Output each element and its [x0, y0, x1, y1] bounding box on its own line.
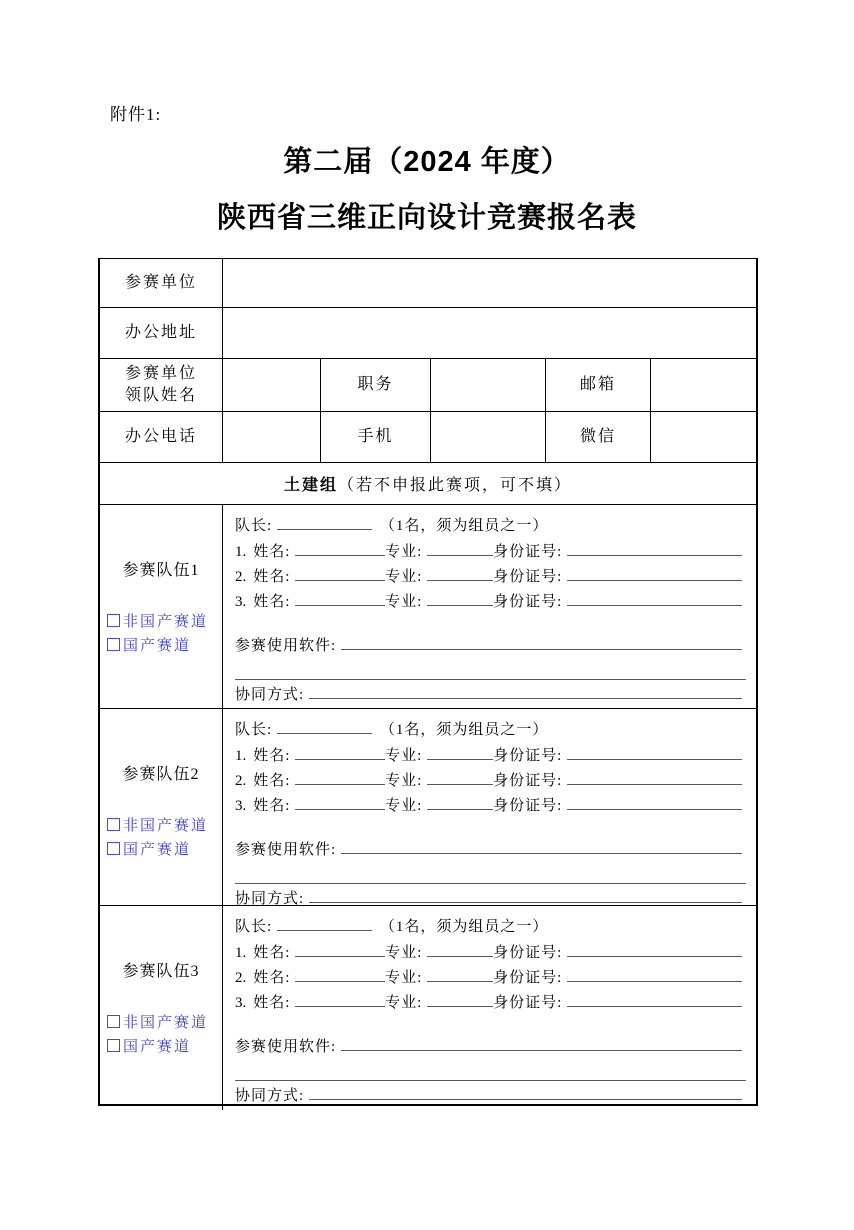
- domestic-track-label: 国产赛道: [123, 1038, 192, 1055]
- collab-blank[interactable]: [309, 686, 742, 699]
- major-label: 专业:: [385, 594, 423, 610]
- attachment-label: 附件1:: [110, 105, 162, 124]
- id-blank[interactable]: [567, 772, 742, 785]
- major-label: 专业:: [385, 798, 423, 814]
- id-blank[interactable]: [567, 994, 742, 1007]
- row-unit: [100, 259, 756, 308]
- non-domestic-track-label: 非国产赛道: [123, 613, 209, 630]
- team-3-non-domestic-option[interactable]: [107, 1009, 222, 1033]
- id-label: 身份证号:: [493, 569, 563, 585]
- major-label: 专业:: [385, 945, 423, 961]
- name-label: 姓名:: [253, 995, 291, 1011]
- unit-input-cell[interactable]: [223, 259, 756, 307]
- id-blank[interactable]: [567, 593, 742, 606]
- captain-line: [235, 915, 746, 941]
- member-number: 3.: [235, 798, 247, 814]
- title-line-2: 陕西省三维正向设计竞赛报名表: [216, 202, 637, 234]
- major-label: 专业:: [385, 544, 423, 560]
- member-row: [235, 966, 746, 991]
- address-label: 办公地址: [100, 308, 223, 358]
- collab-label: 协同方式:: [235, 687, 305, 703]
- team-2-content-cell: [223, 709, 756, 913]
- name-blank[interactable]: [295, 944, 385, 957]
- row-team-3: [100, 906, 756, 1104]
- row-address: [100, 308, 756, 359]
- major-label: 专业:: [385, 773, 423, 789]
- captain-note: （1名，须为组员之一）: [379, 518, 549, 534]
- address-input-cell[interactable]: [223, 308, 756, 358]
- name-blank[interactable]: [295, 772, 385, 785]
- captain-label: 队长:: [235, 518, 273, 534]
- name-blank[interactable]: [295, 593, 385, 606]
- id-blank[interactable]: [567, 969, 742, 982]
- captain-line: [235, 718, 746, 744]
- major-label: 专业:: [385, 569, 423, 585]
- team-2-track-options: [100, 812, 222, 860]
- name-blank[interactable]: [295, 568, 385, 581]
- id-blank[interactable]: [567, 543, 742, 556]
- group-note: （若不申报此赛项，可不填）: [338, 477, 573, 494]
- software-blank-continued[interactable]: [235, 667, 746, 680]
- collab-line: [235, 683, 746, 709]
- member-number: 2.: [235, 569, 247, 585]
- captain-name-blank[interactable]: [277, 721, 372, 734]
- major-label: 专业:: [385, 748, 423, 764]
- name-label: 姓名:: [253, 544, 291, 560]
- non-domestic-track-label: 非国产赛道: [123, 1014, 209, 1031]
- major-blank[interactable]: [427, 747, 493, 760]
- wechat-label: 微信: [546, 412, 651, 462]
- office-phone-label: 办公电话: [100, 412, 223, 462]
- row-group-header: [100, 463, 756, 505]
- collab-label: 协同方式:: [235, 1088, 305, 1104]
- member-row: [235, 794, 746, 819]
- team-2-name: 参赛队伍2: [122, 766, 200, 783]
- major-blank[interactable]: [427, 772, 493, 785]
- mobile-input-cell[interactable]: [431, 412, 546, 462]
- name-label: 姓名:: [253, 945, 291, 961]
- collab-line: [235, 1084, 746, 1110]
- member-row: [235, 769, 746, 794]
- software-blank[interactable]: [341, 841, 742, 854]
- leader-input-cell[interactable]: [223, 359, 321, 411]
- name-blank[interactable]: [295, 543, 385, 556]
- member-number: 3.: [235, 594, 247, 610]
- collab-label: 协同方式:: [235, 891, 305, 907]
- checkbox-icon[interactable]: [107, 1015, 120, 1028]
- team-1-domestic-option[interactable]: [107, 632, 222, 656]
- row-leader: [100, 359, 756, 412]
- group-header-cell: [100, 463, 756, 504]
- row-team-1: [100, 505, 756, 709]
- non-domestic-track-label: 非国产赛道: [123, 817, 209, 834]
- team-3-left-cell: [100, 906, 223, 1110]
- team-1-left-cell: [100, 505, 223, 709]
- id-label: 身份证号:: [493, 773, 563, 789]
- name-label: 姓名:: [253, 970, 291, 986]
- software-blank-continued[interactable]: [235, 871, 746, 884]
- captain-label: 队长:: [235, 722, 273, 738]
- name-label: 姓名:: [253, 594, 291, 610]
- name-blank[interactable]: [295, 797, 385, 810]
- major-blank[interactable]: [427, 994, 493, 1007]
- software-blank-continued[interactable]: [235, 1068, 746, 1081]
- major-blank[interactable]: [427, 543, 493, 556]
- team-2-domestic-option[interactable]: [107, 836, 222, 860]
- email-label: 邮箱: [546, 359, 651, 411]
- id-blank[interactable]: [567, 797, 742, 810]
- id-blank[interactable]: [567, 747, 742, 760]
- captain-note: （1名，须为组员之一）: [379, 919, 549, 935]
- name-label: 姓名:: [253, 569, 291, 585]
- id-label: 身份证号:: [493, 970, 563, 986]
- member-number: 3.: [235, 995, 247, 1011]
- name-label: 姓名:: [253, 798, 291, 814]
- member-number: 2.: [235, 773, 247, 789]
- position-input-cell[interactable]: [431, 359, 546, 411]
- name-blank[interactable]: [295, 969, 385, 982]
- email-input-cell[interactable]: [651, 359, 756, 411]
- team-3-track-options: [100, 1009, 222, 1057]
- id-blank[interactable]: [567, 568, 742, 581]
- member-row: [235, 744, 746, 769]
- team-3-name: 参赛队伍3: [122, 963, 200, 980]
- id-label: 身份证号:: [493, 945, 563, 961]
- member-number: 1.: [235, 748, 247, 764]
- team-2-left-cell: [100, 709, 223, 913]
- member-row: [235, 565, 746, 590]
- checkbox-icon[interactable]: [107, 842, 120, 855]
- major-blank[interactable]: [427, 944, 493, 957]
- captain-name-blank[interactable]: [277, 517, 372, 530]
- leader-label: [100, 359, 223, 411]
- software-line: [235, 634, 746, 659]
- name-blank[interactable]: [295, 994, 385, 1007]
- domestic-track-label: 国产赛道: [123, 841, 192, 858]
- title-line-1: 第二届（2024 年度）: [283, 146, 571, 178]
- member-number: 1.: [235, 945, 247, 961]
- team-3-domestic-option[interactable]: [107, 1033, 222, 1057]
- id-blank[interactable]: [567, 944, 742, 957]
- software-label: 参赛使用软件:: [235, 842, 337, 858]
- software-label: 参赛使用软件:: [235, 1039, 337, 1055]
- software-blank[interactable]: [341, 637, 742, 650]
- software-line: [235, 838, 746, 863]
- major-blank[interactable]: [427, 593, 493, 606]
- leader-label-text: 参赛单位领队姓名: [124, 365, 197, 404]
- name-label: 姓名:: [253, 773, 291, 789]
- office-phone-input-cell[interactable]: [223, 412, 321, 462]
- id-label: 身份证号:: [493, 748, 563, 764]
- team-1-content-cell: [223, 505, 756, 709]
- captain-label: 队长:: [235, 919, 273, 935]
- domestic-track-label: 国产赛道: [123, 637, 192, 654]
- checkbox-icon[interactable]: [107, 1039, 120, 1052]
- major-blank[interactable]: [427, 969, 493, 982]
- member-row: [235, 991, 746, 1016]
- registration-form-table: [98, 258, 758, 1106]
- name-blank[interactable]: [295, 747, 385, 760]
- software-label: 参赛使用软件:: [235, 638, 337, 654]
- id-label: 身份证号:: [493, 594, 563, 610]
- checkbox-icon[interactable]: [107, 818, 120, 831]
- captain-name-blank[interactable]: [277, 918, 372, 931]
- member-number: 1.: [235, 544, 247, 560]
- row-team-2: [100, 709, 756, 906]
- major-blank[interactable]: [427, 797, 493, 810]
- member-row: [235, 941, 746, 966]
- position-label: 职务: [321, 359, 431, 411]
- major-label: 专业:: [385, 970, 423, 986]
- captain-note: （1名，须为组员之一）: [379, 722, 549, 738]
- team-1-name: 参赛队伍1: [122, 562, 200, 579]
- team-1-track-options: [100, 608, 222, 656]
- checkbox-icon[interactable]: [107, 614, 120, 627]
- name-label: 姓名:: [253, 748, 291, 764]
- collab-blank[interactable]: [309, 1087, 742, 1100]
- wechat-input-cell[interactable]: [651, 412, 756, 462]
- team-1-non-domestic-option[interactable]: [107, 608, 222, 632]
- major-blank[interactable]: [427, 568, 493, 581]
- id-label: 身份证号:: [493, 798, 563, 814]
- group-name: 土建组: [283, 477, 338, 494]
- checkbox-icon[interactable]: [107, 638, 120, 651]
- unit-label: 参赛单位: [100, 259, 223, 307]
- id-label: 身份证号:: [493, 995, 563, 1011]
- team-3-content-cell: [223, 906, 756, 1110]
- major-label: 专业:: [385, 995, 423, 1011]
- collab-blank[interactable]: [309, 890, 742, 903]
- team-2-non-domestic-option[interactable]: [107, 812, 222, 836]
- member-row: [235, 540, 746, 565]
- id-label: 身份证号:: [493, 544, 563, 560]
- member-number: 2.: [235, 970, 247, 986]
- row-phone: [100, 412, 756, 463]
- software-blank[interactable]: [341, 1038, 742, 1051]
- document-title: [0, 148, 854, 233]
- mobile-label: 手机: [321, 412, 431, 462]
- captain-line: [235, 514, 746, 540]
- software-line: [235, 1035, 746, 1060]
- member-row: [235, 590, 746, 615]
